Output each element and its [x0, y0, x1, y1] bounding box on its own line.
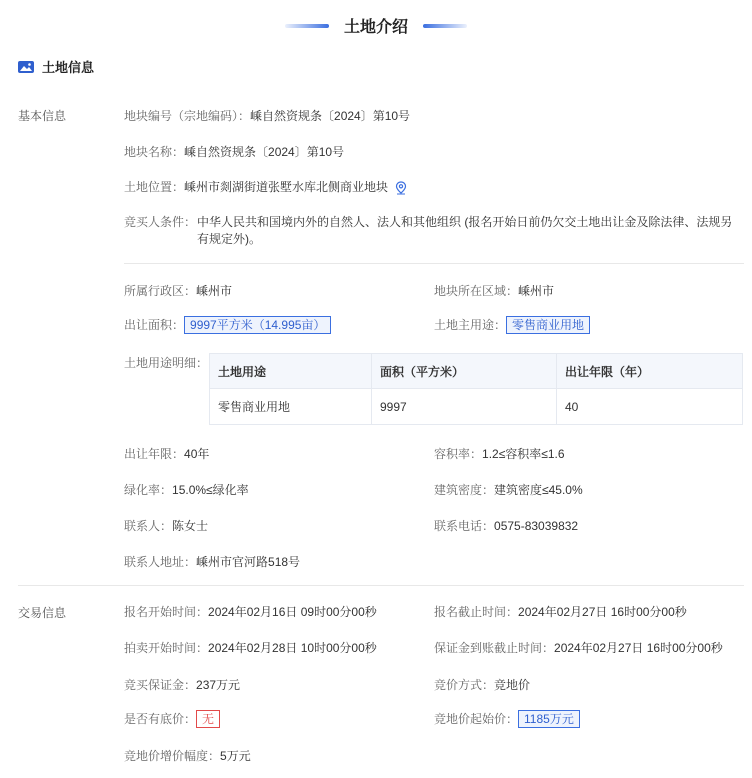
district-label: 所属行政区：: [124, 284, 197, 298]
reg-end-value: 2024年02月27日 16时00分00秒: [518, 605, 687, 619]
location-value: 嵊州市剡湖街道张墅水库北侧商业地块: [184, 180, 389, 194]
image-icon: [18, 61, 34, 73]
table-header-cell: 面积（平方米）: [372, 354, 557, 389]
table-cell: 零售商业用地: [210, 389, 372, 425]
green-row: [124, 481, 249, 498]
location-row: [124, 178, 407, 195]
table-header-cell: 土地用途: [210, 354, 372, 389]
contact-row: [124, 517, 208, 534]
far-label: 容积率：: [434, 447, 483, 461]
reserve-row: [124, 710, 220, 728]
deposit-deadline-value: 2024年02月27日 16时00分00秒: [554, 641, 723, 655]
density-value: 建筑密度≤45.0%: [494, 483, 583, 497]
contact-label: 联系人：: [124, 519, 173, 533]
title-decoration-right: [423, 24, 467, 28]
auction-start-label: 拍卖开始时间：: [124, 641, 209, 655]
reg-start-row: [124, 603, 377, 620]
auction-start-value: 2024年02月28日 10时00分00秒: [208, 641, 377, 655]
reg-start-label: 报名开始时间：: [124, 605, 209, 619]
table-row: [210, 389, 743, 425]
contact-value: 陈女士: [172, 519, 209, 533]
start-price-label: 竞地价起始价：: [434, 712, 519, 726]
page-title: [0, 14, 752, 37]
reg-start-value: 2024年02月16日 09时00分00秒: [208, 605, 377, 619]
main-use-row: [434, 316, 590, 334]
address-row: [124, 553, 300, 570]
area-label: 出让面积：: [124, 318, 185, 332]
table-header-cell: 出让年限（年）: [557, 354, 743, 389]
far-row: [434, 445, 565, 462]
plot-name-row: [124, 143, 344, 160]
area-region-value: 嵊州市: [518, 284, 555, 298]
area-row: [124, 316, 331, 334]
reserve-tag: 无: [196, 710, 220, 728]
bidder-condition-value: 中华人民共和国境内外的自然人、法人和其他组织 (报名开始日前仍欠交土地出让金及除法律、法规另有规定外)。: [197, 215, 733, 246]
bid-method-label: 竞价方式：: [434, 678, 495, 692]
map-pin-icon[interactable]: [395, 181, 407, 195]
reg-end-row: [434, 603, 687, 620]
density-row: [434, 481, 583, 498]
bidder-condition-label: 竞买人条件：: [124, 215, 197, 229]
plot-code-label: 地块编号（宗地编码）：: [124, 109, 251, 123]
section-title: 土地信息: [42, 60, 95, 75]
reserve-label: 是否有底价：: [124, 712, 197, 726]
title-decoration-left: [285, 24, 329, 28]
phone-value: 0575-83039832: [494, 519, 579, 533]
term-value: 40年: [184, 447, 210, 461]
reg-end-label: 报名截止时间：: [434, 605, 519, 619]
bid-method-value: 竞地价: [494, 678, 531, 692]
area-region-row: [434, 282, 554, 299]
bid-method-row: [434, 676, 530, 693]
deposit-value: 237万元: [196, 678, 241, 692]
area-region-label: 地块所在区域：: [434, 284, 519, 298]
bidder-condition-row: [124, 214, 744, 248]
plot-code-value: 嵊自然资规条〔2024〕第10号: [250, 109, 411, 123]
section-header: [18, 57, 94, 76]
district-row: [124, 282, 232, 299]
plot-code-row: [124, 107, 410, 124]
green-value: 15.0%≤绿化率: [172, 483, 249, 497]
auction-start-row: [124, 639, 377, 656]
far-value: 1.2≤容积率≤1.6: [482, 447, 565, 461]
plot-name-label: 地块名称：: [124, 145, 185, 159]
start-price-row: [434, 710, 580, 728]
land-use-table: [209, 353, 743, 425]
density-label: 建筑密度：: [434, 483, 495, 497]
table-cell: 40: [557, 389, 743, 425]
increment-label: 竞地价增价幅度：: [124, 749, 221, 763]
main-use-label: 土地主用途：: [434, 318, 507, 332]
group-label-trade: 交易信息: [18, 606, 67, 620]
deposit-row: [124, 676, 240, 693]
divider: [124, 263, 744, 264]
use-detail-row: [124, 354, 208, 371]
group-label-basic: 基本信息: [18, 109, 67, 123]
phone-label: 联系电话：: [434, 519, 495, 533]
increment-row: [124, 747, 251, 764]
use-detail-label: 土地用途明细：: [124, 356, 209, 370]
table-header-row: [210, 354, 743, 389]
address-value: 嵊州市官河路518号: [196, 555, 301, 569]
phone-row: [434, 517, 578, 534]
plot-name-value: 嵊自然资规条〔2024〕第10号: [184, 145, 345, 159]
start-price-tag: 1185万元: [518, 710, 580, 728]
green-label: 绿化率：: [124, 483, 173, 497]
deposit-deadline-label: 保证金到账截止时间：: [434, 641, 555, 655]
location-label: 土地位置：: [124, 180, 185, 194]
deposit-deadline-row: [434, 639, 723, 656]
table-cell: 9997: [372, 389, 557, 425]
increment-value: 5万元: [220, 749, 251, 763]
district-value: 嵊州市: [196, 284, 233, 298]
area-tag: 9997平方米（14.995亩）: [184, 316, 331, 334]
address-label: 联系人地址：: [124, 555, 197, 569]
section-divider: [18, 585, 744, 586]
term-row: [124, 445, 209, 462]
deposit-label: 竞买保证金：: [124, 678, 197, 692]
page-title-text: 土地介绍: [343, 19, 408, 36]
main-use-tag: 零售商业用地: [506, 316, 590, 334]
term-label: 出让年限：: [124, 447, 185, 461]
